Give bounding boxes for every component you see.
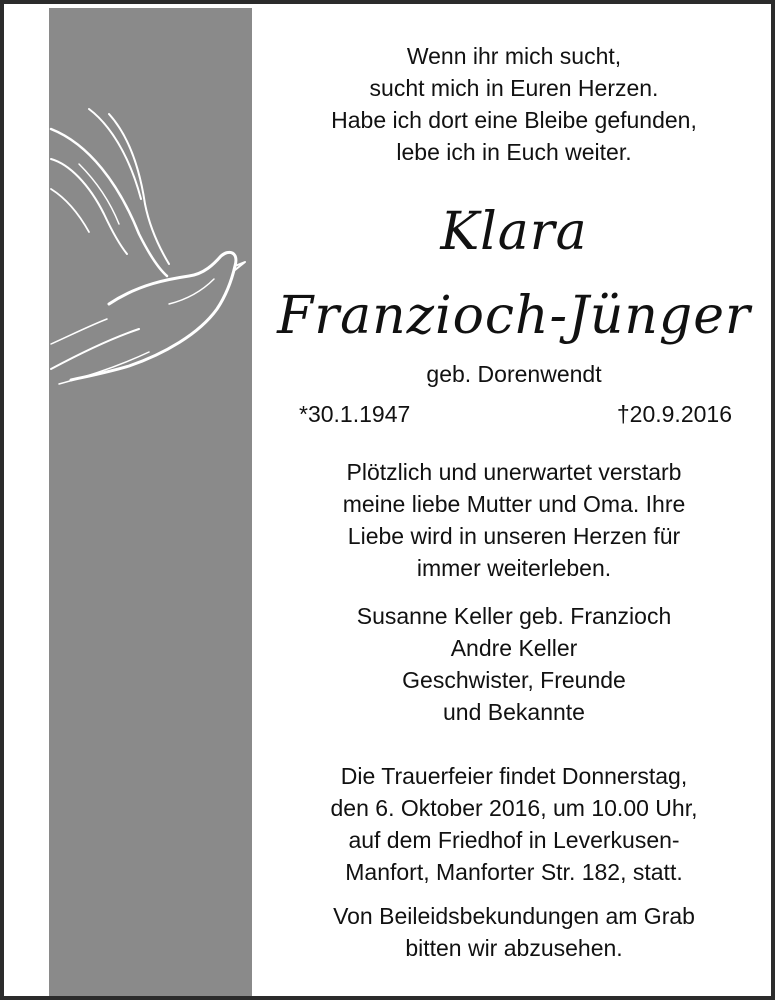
closing-line: Von Beileidsbekundungen am Grab [333, 903, 695, 929]
announcement-message [264, 456, 764, 584]
funeral-details [264, 760, 764, 888]
death-date: †20.9.2016 [616, 401, 732, 427]
poem [264, 40, 764, 168]
mourner-line: Susanne Keller geb. Franzioch [356, 603, 672, 629]
message-line: immer weiterleben. [416, 555, 612, 581]
funeral-line: den 6. Oktober 2016, um 10.00 Uhr, [330, 795, 698, 821]
deceased-last-name: Franzioch-Jünger [277, 286, 751, 346]
birth-date: *30.1.1947 [299, 401, 411, 427]
mourner-line: und Bekannte [443, 699, 585, 725]
message-line: Plötzlich und unerwartet verstarb [346, 459, 682, 485]
poem-line: lebe ich in Euch weiter. [396, 139, 632, 165]
message-line: Liebe wird in unseren Herzen für [347, 523, 681, 549]
maiden-name [264, 358, 764, 390]
message-line: meine liebe Mutter und Oma. Ihre [342, 491, 686, 517]
mourner-line: Geschwister, Freunde [402, 667, 626, 693]
funeral-line: auf dem Friedhof in Leverkusen- [348, 827, 680, 853]
dove-icon [49, 104, 249, 404]
maiden-name-text: geb. Dorenwendt [426, 361, 602, 387]
funeral-line: Die Trauerfeier findet Donnerstag, [340, 763, 688, 789]
mourner-line: Andre Keller [450, 635, 578, 661]
poem-line: Wenn ihr mich sucht, [406, 43, 622, 69]
closing-note [264, 900, 764, 964]
deceased-first-name: Klara [440, 202, 588, 262]
mourners [264, 600, 764, 728]
life-dates [299, 398, 732, 430]
closing-line: bitten wir abzusehen. [405, 935, 623, 961]
funeral-line: Manfort, Manforter Str. 182, statt. [345, 859, 683, 885]
poem-line: sucht mich in Euren Herzen. [369, 75, 659, 101]
poem-line: Habe ich dort eine Bleibe gefunden, [331, 107, 697, 133]
